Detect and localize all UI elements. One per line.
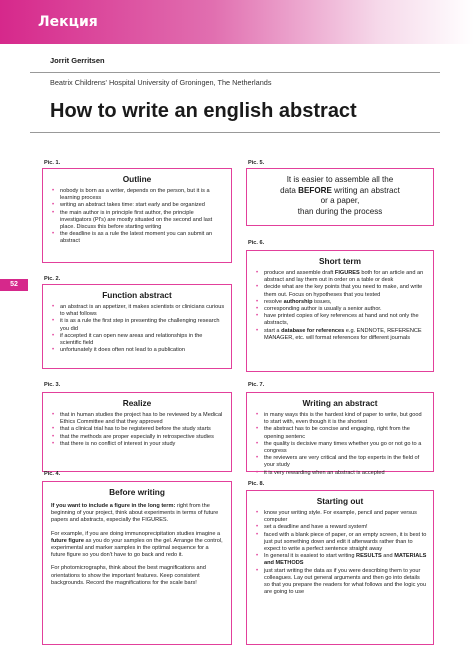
list-item: • the abstract has to be concise and engaging, right from the opening sentenc xyxy=(256,426,427,440)
list-text: resolve xyxy=(264,298,284,305)
list-item: • in many ways this is the hardest kind of paper to write, but good to start with, even though it is the shortest xyxy=(256,412,427,426)
list-item xyxy=(256,299,427,306)
list-item xyxy=(256,270,427,284)
author-affiliation: Beatrix Childrens' Hospital University of Groningen, The Netherlands xyxy=(50,78,272,87)
list-item: • unfortunately it does often not lead to a publication xyxy=(52,347,225,354)
list-item: • set a deadline and have a reward system! xyxy=(256,524,427,531)
bullet-list xyxy=(247,270,433,342)
section-title: Лекция xyxy=(38,14,98,30)
page-title: How to write an english abstract xyxy=(50,100,357,122)
divider xyxy=(30,132,440,133)
quote-line: or a paper, xyxy=(320,196,360,206)
list-item: • that a clinical trial has to be registered before the study starts xyxy=(52,426,225,433)
list-text: produce and assemble draft xyxy=(264,270,335,276)
figure-label: Pic. 4. xyxy=(44,471,61,477)
list-item: • that there is no conflict of interest in your study xyxy=(52,441,225,448)
list-text: start a xyxy=(264,327,282,334)
list-item: • just start writing the data as if you were describing them to your colleagues. Lay out general arguments and then go into details so that you prepare the readers for what follows and the logic you are going to use xyxy=(256,568,427,597)
list-item: • know your writing style. For example, pencil and paper versus computer xyxy=(256,510,427,524)
bold-text: MATERIALS and METHODS xyxy=(264,553,427,567)
figure-box-starting-out xyxy=(246,490,434,645)
list-item: • that the methods are proper especially in retrospective studies xyxy=(52,434,225,441)
figure-title: Short term xyxy=(319,256,361,266)
list-item: • decide what are the key points that you need to make, and write them out. Focus on hypotheses that you tested xyxy=(256,284,427,298)
list-item: • if accepted it can open new areas and relationships in the scientific field xyxy=(52,333,225,347)
list-item: • writing an abstract takes time: start early and be organized xyxy=(52,202,225,209)
figure-box-realize xyxy=(42,392,232,472)
quote-line: It is easier to assemble all the xyxy=(286,175,394,184)
figure-label: Pic. 5. xyxy=(248,160,265,166)
bold-text: database for references xyxy=(281,327,345,334)
list-text: In general it is easiest to start writing xyxy=(264,553,357,560)
bold-text: FIGURES xyxy=(334,270,360,276)
figure-box-function-abstract xyxy=(42,284,232,369)
figure-title: Realize xyxy=(122,398,152,408)
list-item xyxy=(256,553,427,567)
bullet-list xyxy=(247,412,433,477)
list-text: issues, xyxy=(312,298,332,305)
list-item: • that in human studies the project has to be reviewed by a Medical Ethics Committee and that they approved xyxy=(52,412,225,426)
quote-text xyxy=(247,169,433,223)
quote-line: than during the process xyxy=(297,206,383,216)
bold-text: BEFORE xyxy=(298,185,332,195)
list-item: • nobody is born as a writer, depends on the person, but it is a learning process xyxy=(52,188,225,202)
figure-label: Pic. 3. xyxy=(44,382,61,388)
bold-text: RESULTS xyxy=(356,553,382,560)
bullet-list xyxy=(43,412,231,448)
figure-title: Before writing xyxy=(109,487,165,497)
list-item: • corresponding author is usually a senior author. xyxy=(256,306,427,313)
quote-text-part: data xyxy=(280,185,299,195)
figure-title: Writing an abstract xyxy=(302,398,378,408)
bullet-list xyxy=(43,304,231,354)
figure-box-short-term xyxy=(246,250,434,372)
page-number: 52 xyxy=(0,279,28,291)
list-item: • the reviewers are very critical and the top experts in the field of your study xyxy=(256,455,427,469)
paragraph-text: as you do your samples on the gel. Arrange the control, experimental and marker samples in the optimal sequence for a future figure so you don't have to go back and redo it. xyxy=(51,537,223,559)
list-item: • the main author is in principle first author, the principle investigators (PI's) are mostly situated on the second and last place. Discuss this before starting writing xyxy=(52,210,225,232)
author-name: Jorrit Gerritsen xyxy=(50,56,105,65)
figure-label: Pic. 1. xyxy=(44,160,61,166)
paragraph-text: For example, if you are doing immunoprecipitation studies imagine a xyxy=(51,530,221,537)
list-item: • it is very rewarding when an abstract is accepted xyxy=(256,470,427,477)
list-item: • the deadline is as a rule the latest moment you can submit an abstract xyxy=(52,231,225,245)
paragraph xyxy=(43,503,231,525)
paragraph: For photomicrographs, think about the best magnifications and orientations to show the important features. Keep consistent backgrounds. Record the magnifications for the scale bars! xyxy=(51,565,206,586)
quote-line xyxy=(253,186,427,197)
list-item: • it is as a rule the first step in presenting the challenging research you did xyxy=(52,318,225,332)
paragraph xyxy=(43,531,231,560)
header-banner xyxy=(0,0,474,44)
bold-text: If you want to include a figure in the long term: xyxy=(51,503,176,509)
list-item: • faced with a blank piece of paper, or an empty screen, it is best to just put something down and edit it afterwards rather than to expect to write a perfect sentence straight away xyxy=(256,532,427,554)
divider xyxy=(30,72,440,73)
figure-box-outline xyxy=(42,168,232,263)
list-item xyxy=(256,328,427,342)
figure-label: Pic. 2. xyxy=(44,276,61,282)
figure-label: Pic. 7. xyxy=(248,382,265,388)
list-item: • have printed copies of key references at hand and not only the abstracts, xyxy=(256,313,427,327)
figure-label: Pic. 8. xyxy=(248,481,265,487)
list-item: • an abstract is an appetizer, it makes scientists or clinicians curious to what follows xyxy=(52,304,225,318)
bullet-list xyxy=(43,188,231,246)
figure-title: Function abstract xyxy=(102,290,172,300)
list-text: both for an article and an abstract and lay them out in order on a table or desk xyxy=(264,270,424,284)
quote-text-part: writing an abstract xyxy=(331,185,400,195)
figure-box-before-writing xyxy=(42,481,232,645)
figure-box-writing-abstract xyxy=(246,392,434,476)
figure-title: Outline xyxy=(122,174,152,184)
list-text: and xyxy=(381,553,395,560)
figure-box-quote xyxy=(246,168,434,226)
figure-label: Pic. 6. xyxy=(248,240,265,246)
bold-text: authorship xyxy=(283,298,313,305)
bullet-list xyxy=(247,510,433,596)
paragraph-text: right from the beginning of your project, think about experiments in terms of future papers and abstracts, especially the FIGURES. xyxy=(51,503,219,524)
figure-title: Starting out xyxy=(316,496,364,506)
list-item: • the quality is decisive many times whether you go or not go to a congress xyxy=(256,441,427,455)
list-text: e.g. ENDNOTE, REFERENCE MANAGER, etc. will format references for different journals xyxy=(264,327,422,341)
bold-text: future figure xyxy=(51,537,84,544)
